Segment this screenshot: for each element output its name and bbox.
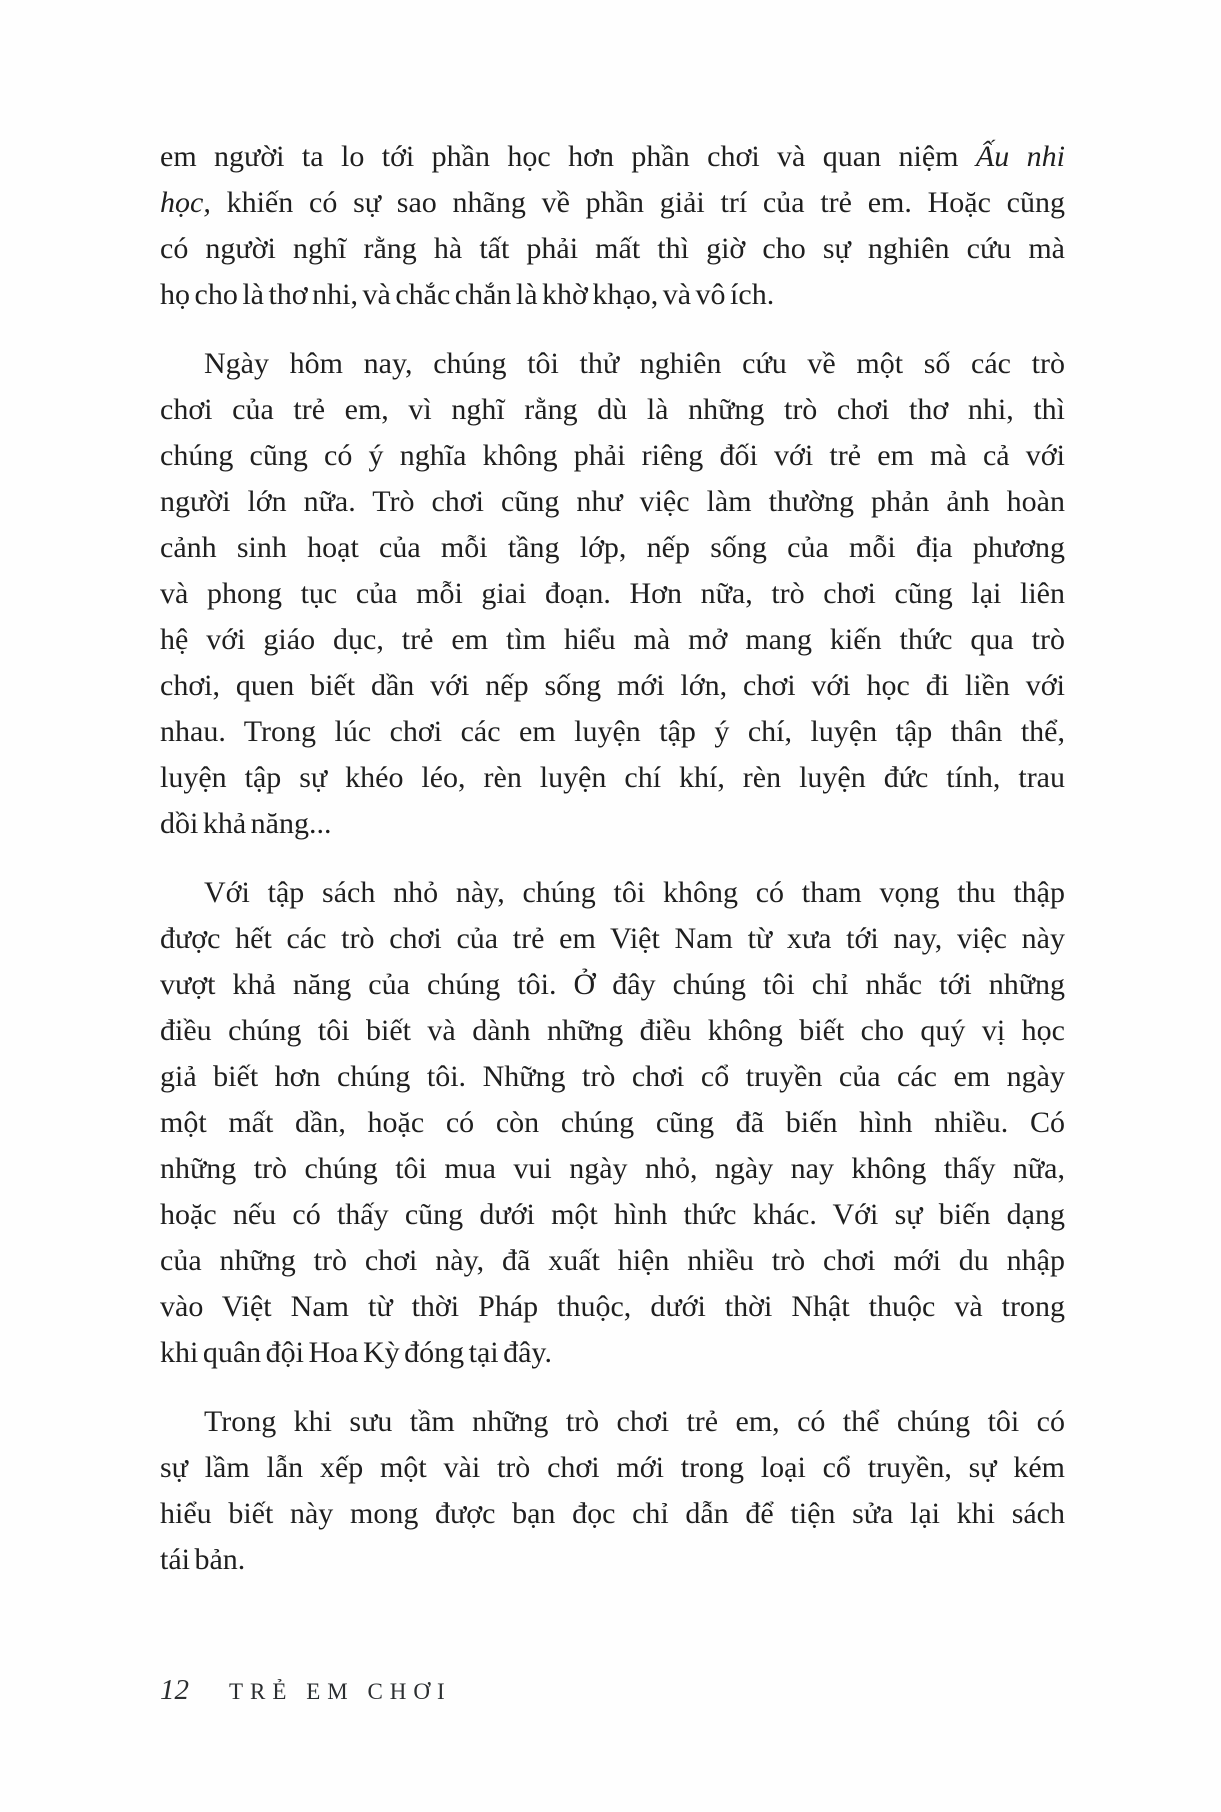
text-line (160, 1445, 1065, 1491)
text-line (160, 1146, 1065, 1192)
text-block (160, 134, 1065, 1583)
text-segment: của những trò chơi này, đã xuất hiện nhiều trò chơi mới du nhập (160, 1244, 1065, 1277)
page-number: 12 (160, 1674, 189, 1706)
text-segment: sự lầm lẫn xếp một vài trò chơi mới trong loại cổ truyền, sự kém (160, 1451, 1065, 1484)
text-line (160, 1100, 1065, 1146)
text-line (160, 1238, 1065, 1284)
text-segment: được hết các trò chơi của trẻ em Việt Nam từ xưa tới nay, việc này (160, 922, 1065, 955)
text-line (160, 134, 1065, 180)
text-segment: vào Việt Nam từ thời Pháp thuộc, dưới thời Nhật thuộc và trong (160, 1290, 1065, 1323)
text-line (160, 709, 1065, 755)
text-line (160, 1054, 1065, 1100)
text-segment: tái bản. (160, 1543, 246, 1576)
text-segment: khiến có sự sao nhãng về phần giải trí của trẻ em. Hoặc cũng (210, 186, 1065, 219)
text-segment: chúng cũng có ý nghĩa không phải riêng đối với trẻ em mà cả với (160, 439, 1065, 472)
text-line (160, 525, 1065, 571)
text-line (160, 1330, 1065, 1376)
text-segment: dồi khả năng... (160, 807, 332, 840)
text-segment: hoặc nếu có thấy cũng dưới một hình thức khác. Với sự biến dạng (160, 1198, 1065, 1231)
text-line (160, 571, 1065, 617)
text-segment: có người nghĩ rằng hà tất phải mất thì giờ cho sự nghiên cứu mà (160, 232, 1065, 265)
text-segment: và phong tục của mỗi giai đoạn. Hơn nữa, trò chơi cũng lại liên (160, 577, 1065, 610)
italic-text: Ấu nhi (975, 140, 1065, 173)
running-title: TRẺ EM CHƠI (229, 1679, 452, 1704)
text-line (160, 962, 1065, 1008)
paragraph (160, 341, 1065, 847)
text-segment: Trong khi sưu tầm những trò chơi trẻ em, có thể chúng tôi có (204, 1405, 1065, 1438)
text-line (160, 1192, 1065, 1238)
text-line (160, 341, 1065, 387)
text-line (160, 870, 1065, 916)
text-segment: giả biết hơn chúng tôi. Những trò chơi cổ truyền của các em ngày (160, 1060, 1065, 1093)
paragraph (160, 870, 1065, 1376)
text-line (160, 433, 1065, 479)
text-segment: em người ta lo tới phần học hơn phần chơi và quan niệm (160, 140, 976, 173)
text-line (160, 663, 1065, 709)
paragraph (160, 134, 1065, 318)
text-segment: chơi, quen biết dần với nếp sống mới lớn, chơi với học đi liền với (160, 669, 1065, 702)
text-line (160, 1537, 1065, 1583)
text-segment: khi quân đội Hoa Kỳ đóng tại đây. (160, 1336, 552, 1369)
text-segment: Ngày hôm nay, chúng tôi thử nghiên cứu về một số các trò (204, 347, 1065, 380)
text-line (160, 916, 1065, 962)
text-segment: Với tập sách nhỏ này, chúng tôi không có tham vọng thu thập (204, 876, 1065, 909)
text-line (160, 1284, 1065, 1330)
text-segment: người lớn nữa. Trò chơi cũng như việc làm thường phản ảnh hoàn (160, 485, 1065, 518)
italic-text: học, (160, 186, 211, 219)
text-line (160, 1399, 1065, 1445)
text-segment: chơi của trẻ em, vì nghĩ rằng dù là những trò chơi thơ nhi, thì (160, 393, 1065, 426)
text-segment: một mất dần, hoặc có còn chúng cũng đã biến hình nhiều. Có (160, 1106, 1065, 1139)
text-line (160, 180, 1065, 226)
text-line (160, 272, 1065, 318)
text-line (160, 755, 1065, 801)
text-line (160, 387, 1065, 433)
page-footer (160, 1674, 452, 1707)
text-line (160, 226, 1065, 272)
text-segment: luyện tập sự khéo léo, rèn luyện chí khí, rèn luyện đức tính, trau (160, 761, 1065, 794)
text-line (160, 617, 1065, 663)
text-segment: nhau. Trong lúc chơi các em luyện tập ý chí, luyện tập thân thể, (160, 715, 1065, 748)
paragraph (160, 1399, 1065, 1583)
text-line (160, 801, 1065, 847)
text-segment: cảnh sinh hoạt của mỗi tầng lớp, nếp sống của mỗi địa phương (160, 531, 1065, 564)
text-line (160, 479, 1065, 525)
text-segment: những trò chúng tôi mua vui ngày nhỏ, ngày nay không thấy nữa, (160, 1152, 1065, 1185)
text-segment: vượt khả năng của chúng tôi. Ở đây chúng tôi chỉ nhắc tới những (160, 968, 1065, 1001)
text-segment: hệ với giáo dục, trẻ em tìm hiểu mà mở mang kiến thức qua trò (160, 623, 1065, 656)
text-segment: hiểu biết này mong được bạn đọc chỉ dẫn để tiện sửa lại khi sách (160, 1497, 1065, 1530)
text-segment: điều chúng tôi biết và dành những điều không biết cho quý vị học (160, 1014, 1065, 1047)
text-line (160, 1491, 1065, 1537)
text-segment: họ cho là thơ nhi, và chắc chắn là khờ khạo, và vô ích. (160, 278, 775, 311)
text-line (160, 1008, 1065, 1054)
